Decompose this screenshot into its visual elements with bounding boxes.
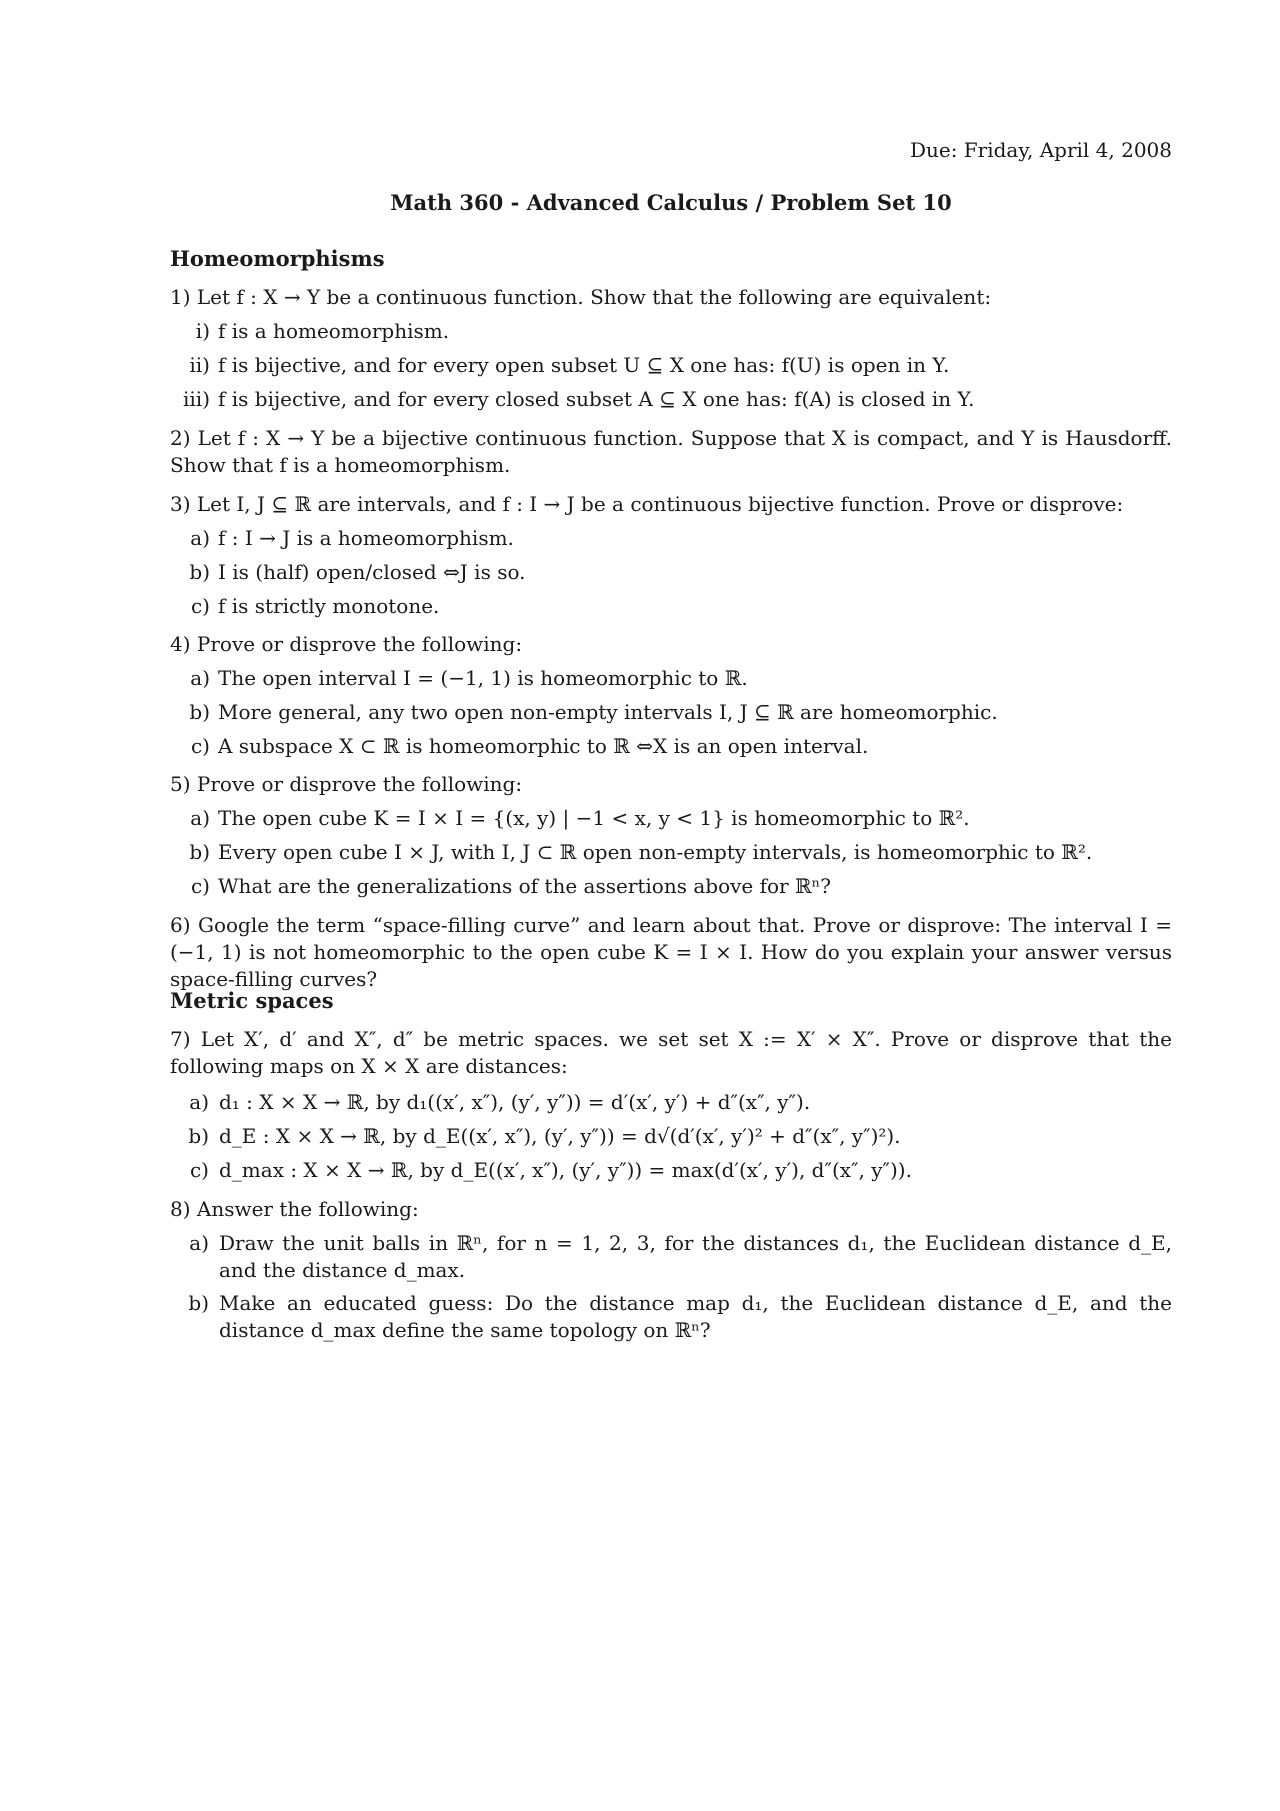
item-text: Make an educated guess: Do the distance map d₁, the Euclidean distance d_E, and the distance d_max define the same topology on ℝⁿ? — [219, 1291, 1172, 1342]
list-item — [170, 699, 998, 726]
item-text: I is (half) open/closed ⇔J is so. — [218, 560, 526, 584]
problem-number: 5) — [170, 772, 191, 796]
item-label: a) — [190, 666, 210, 690]
item-label: ii) — [189, 353, 210, 377]
list-item — [187, 1290, 1172, 1344]
item-text: f is bijective, and for every open subset U ⊆ X one has: f(U) is open in Y. — [218, 353, 950, 377]
item-label: a) — [190, 806, 210, 830]
item-text: d_E : X × X → ℝ, by d_E((x′, x″), (y′, y″)) = d√(d′(x′, y′)² + d″(x″, y″)²). — [219, 1124, 901, 1148]
list-item — [187, 1230, 1172, 1284]
problem-number: 8) — [170, 1197, 191, 1221]
due-date: Due: Friday, April 4, 2008 — [909, 138, 1172, 162]
item-text: A subspace X ⊂ ℝ is homeomorphic to ℝ ⇔X is an open interval. — [218, 734, 869, 758]
item-text: More general, any two open non-empty intervals I, J ⊆ ℝ are homeomorphic. — [218, 700, 998, 724]
item-label: b) — [189, 700, 210, 724]
item-label: c) — [190, 874, 210, 898]
item-text: The open interval I = (−1, 1) is homeomorphic to ℝ. — [218, 666, 748, 690]
problem-number: 2) — [170, 426, 191, 450]
list-item — [170, 665, 748, 692]
problem-number: 3) — [170, 492, 191, 516]
item-label: b) — [188, 1291, 209, 1315]
item-label: a) — [189, 1090, 209, 1114]
problem-text: Let I, J ⊆ ℝ are intervals, and f : I → J be a continuous bijective function. Prove or disprove: — [196, 492, 1124, 516]
problem-1 — [170, 284, 1172, 311]
item-text: Every open cube I × J, with I, J ⊂ ℝ open non-empty intervals, is homeomorphic to ℝ². — [218, 840, 1093, 864]
problem-7 — [170, 1026, 1172, 1080]
item-label: b) — [188, 1124, 209, 1148]
problem-3 — [170, 491, 1172, 518]
item-text: The open cube K = I × I = {(x, y) | −1 < x, y < 1} is homeomorphic to ℝ². — [218, 806, 970, 830]
list-item — [170, 559, 526, 586]
problem-text: Let f : X → Y be a continuous function. Show that the following are equivalent: — [196, 285, 992, 309]
item-text: d_max : X × X → ℝ, by d_E((x′, x″), (y′, y″)) = max(d′(x′, y′), d″(x″, y″)). — [219, 1158, 912, 1182]
problem-number: 1) — [170, 285, 191, 309]
list-item — [170, 593, 439, 620]
item-label: iii) — [183, 387, 210, 411]
list-item — [170, 873, 831, 900]
list-item — [170, 352, 949, 379]
item-label: c) — [190, 594, 210, 618]
problem-text: Prove or disprove the following: — [196, 632, 523, 656]
problem-number: 4) — [170, 632, 191, 656]
list-item — [170, 318, 449, 345]
problem-text: Prove or disprove the following: — [196, 772, 523, 796]
problem-text: Answer the following: — [196, 1197, 419, 1221]
list-item — [170, 525, 514, 552]
problem-2 — [170, 425, 1172, 479]
section-heading-homeomorphisms: Homeomorphisms — [170, 246, 385, 271]
item-label: a) — [189, 1231, 209, 1255]
problem-text: Let X′, d′ and X″, d″ be metric spaces. we set set X := X′ × X″. Prove or disprove that the following maps on X × X are distances: — [170, 1027, 1172, 1078]
list-item — [187, 1089, 1172, 1116]
item-text: f is a homeomorphism. — [218, 319, 450, 343]
item-text: f is bijective, and for every closed subset A ⊆ X one has: f(A) is closed in Y. — [218, 387, 975, 411]
problem-number: 7) — [170, 1027, 191, 1051]
item-label: b) — [189, 560, 210, 584]
item-text: f is strictly monotone. — [218, 594, 440, 618]
list-item — [187, 1123, 1172, 1150]
problem-set-page — [170, 0, 1172, 1811]
problem-4 — [170, 631, 1172, 658]
problem-text: Google the term “space-filling curve” and learn about that. Prove or disprove: The interval I = (−1, 1) is not homeomorphic to the open cube K = I × I. How do you explain your answer versus space-filling curves? — [170, 913, 1173, 991]
item-label: b) — [189, 840, 210, 864]
item-label: c) — [190, 734, 210, 758]
item-text: d₁ : X × X → ℝ, by d₁((x′, x″), (y′, y″)) = d′(x′, y′) + d″(x″, y″). — [219, 1090, 811, 1114]
section-heading-metric-spaces: Metric spaces — [170, 988, 334, 1013]
problem-6 — [170, 912, 1172, 993]
item-label: i) — [195, 319, 210, 343]
problem-text: Let f : X → Y be a bijective continuous function. Suppose that X is compact, and Y is Hausdorff. Show that f is a homeomorphism. — [170, 426, 1173, 477]
list-item — [170, 733, 868, 760]
item-text: f : I → J is a homeomorphism. — [218, 526, 514, 550]
list-item — [187, 1157, 1172, 1184]
problem-5 — [170, 771, 1172, 798]
item-label: a) — [190, 526, 210, 550]
problem-8 — [170, 1196, 1172, 1223]
item-text: What are the generalizations of the assertions above for ℝⁿ? — [218, 874, 831, 898]
list-item — [170, 839, 1092, 866]
problem-number: 6) — [170, 913, 191, 937]
list-item — [170, 805, 970, 832]
item-label: c) — [189, 1158, 209, 1182]
item-text: Draw the unit balls in ℝⁿ, for n = 1, 2, 3, for the distances d₁, the Euclidean distance d_E, and the distance d_max. — [219, 1231, 1172, 1282]
page-title: Math 360 - Advanced Calculus / Problem Set 10 — [390, 190, 952, 215]
list-item — [170, 386, 974, 413]
